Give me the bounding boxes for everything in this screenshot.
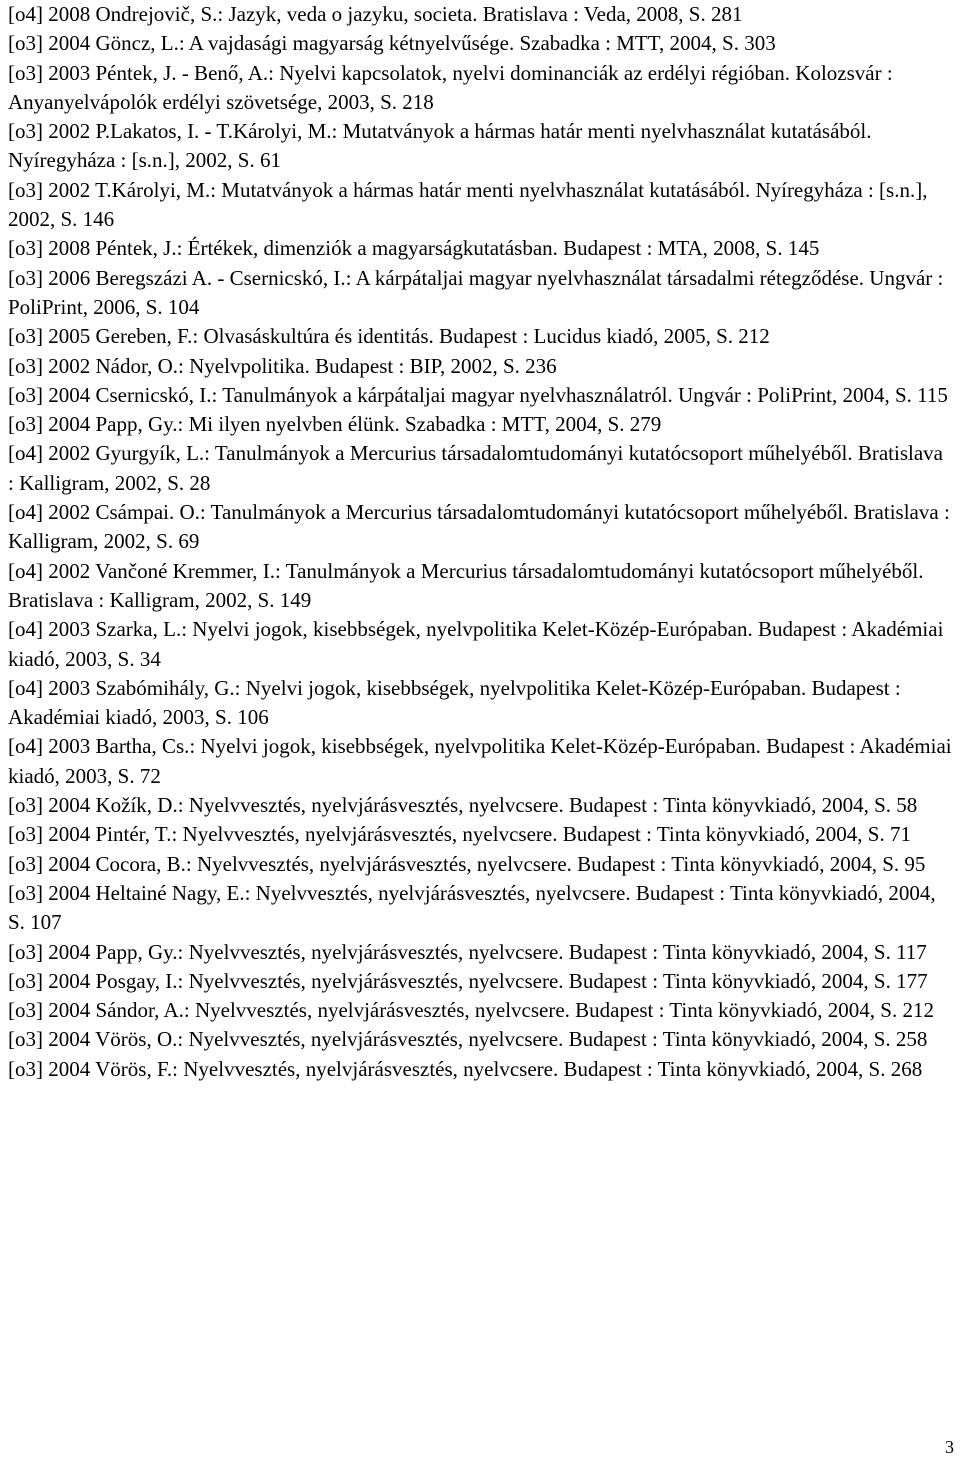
reference-entry: [o3] 2004 Pintér, T.: Nyelvvesztés, nyelvjárásvesztés, nyelvcsere. Budapest : Tinta könyvkiadó, 2004, S. 71: [8, 822, 911, 847]
reference-entry: [o3] 2008 Péntek, J.: Értékek, dimenziók a magyarságkutatásban. Budapest : MTA, 2008, S. 145: [8, 236, 820, 261]
reference-entry: [o3] 2004 Csernicskó, I.: Tanulmányok a kárpátaljai magyar nyelvhasználatról. Ungvár : PoliPrint, 2004, S. 115: [8, 382, 948, 407]
document-page: [8, 0, 953, 1084]
reference-entry: [o3] 2004 Vörös, O.: Nyelvvesztés, nyelvjárásvesztés, nyelvcsere. Budapest : Tinta könyvkiadó, 2004, S. 258: [8, 1027, 928, 1052]
reference-entry: [o3] 2005 Gereben, F.: Olvasáskultúra és identitás. Budapest : Lucidus kiadó, 2005, S. 212: [8, 324, 770, 349]
reference-entry: [o4] 2002 Vančoné Kremmer, I.: Tanulmányok a Mercurius társadalomtudományi kutatócsoport műhelyéből. Bratislava : Kalligram, 2002, S. 149: [8, 558, 924, 612]
reference-entry: [o3] 2004 Sándor, A.: Nyelvvesztés, nyelvjárásvesztés, nyelvcsere. Budapest : Tinta könyvkiadó, 2004, S. 212: [8, 998, 934, 1023]
reference-entry: [o4] 2003 Szabómihály, G.: Nyelvi jogok, kisebbségek, nyelvpolitika Kelet-Közép-Európaban. Budapest : Akadémiai kiadó, 2003, S. 106: [8, 675, 901, 730]
reference-entry: [o4] 2003 Szarka, L.: Nyelvi jogok, kisebbségek, nyelvpolitika Kelet-Közép-Európaban. Budapest : Akadémiai kiadó, 2003, S. 34: [8, 617, 944, 671]
reference-entry: [o3] 2002 Nádor, O.: Nyelvpolitika. Budapest : BIP, 2002, S. 236: [8, 353, 557, 378]
reference-entry: [o3] 2004 Vörös, F.: Nyelvvesztés, nyelvjárásvesztés, nyelvcsere. Budapest : Tinta könyvkiadó, 2004, S. 268: [8, 1056, 923, 1081]
reference-entry: [o3] 2004 Cocora, B.: Nyelvvesztés, nyelvjárásvesztés, nyelvcsere. Budapest : Tinta könyvkiadó, 2004, S. 95: [8, 851, 926, 876]
reference-entry: [o4] 2008 Ondrejovič, S.: Jazyk, veda o jazyku, societa. Bratislava : Veda, 2008, S. 281: [8, 2, 743, 26]
reference-entry: [o3] 2004 Göncz, L.: A vajdasági magyarság kétnyelvűsége. Szabadka : MTT, 2004, S. 303: [8, 31, 776, 56]
reference-entry: [o4] 2002 Csámpai. O.: Tanulmányok a Mercurius társadalomtudományi kutatócsoport műhelyéből. Bratislava : Kalligram, 2002, S. 69: [8, 500, 950, 554]
reference-entry: [o3] 2004 Heltainé Nagy, E.: Nyelvvesztés, nyelvjárásvesztés, nyelvcsere. Budapest : Tinta könyvkiadó, 2004, S. 107: [8, 880, 936, 935]
reference-entry: [o3] 2003 Péntek, J. - Benő, A.: Nyelvi kapcsolatok, nyelvi dominanciák az erdélyi régióban. Kolozsvár : Anyanyelvápolók erdélyi szövetsége, 2003, S. 218: [8, 60, 893, 114]
reference-entry: [o3] 2006 Beregszázi A. - Csernicskó, I.: A kárpátaljai magyar nyelvhasználat társadalmi rétegződése. Ungvár : PoliPrint, 2006, S. 104: [8, 265, 944, 319]
reference-list: [8, 0, 953, 1084]
reference-entry: [o3] 2004 Papp, Gy.: Nyelvvesztés, nyelvjárásvesztés, nyelvcsere. Budapest : Tinta könyvkiadó, 2004, S. 117: [8, 939, 927, 964]
reference-entry: [o4] 2003 Bartha, Cs.: Nyelvi jogok, kisebbségek, nyelvpolitika Kelet-Közép-Európaban. Budapest : Akadémiai kiadó, 2003, S. 72: [8, 734, 952, 788]
reference-entry: [o4] 2002 Gyurgyík, L.: Tanulmányok a Mercurius társadalomtudományi kutatócsoport műhelyéből. Bratislava : Kalligram, 2002, S. 28: [8, 441, 943, 495]
reference-entry: [o3] 2002 T.Károlyi, M.: Mutatványok a hármas határ menti nyelvhasználat kutatásából. Nyíregyháza : [s.n.], 2002, S. 146: [8, 177, 928, 232]
reference-entry: [o3] 2004 Papp, Gy.: Mi ilyen nyelvben élünk. Szabadka : MTT, 2004, S. 279: [8, 412, 662, 437]
reference-entry: [o3] 2004 Kožík, D.: Nyelvvesztés, nyelvjárásvesztés, nyelvcsere. Budapest : Tinta könyvkiadó, 2004, S. 58: [8, 793, 918, 818]
reference-entry: [o3] 2004 Posgay, I.: Nyelvvesztés, nyelvjárásvesztés, nyelvcsere. Budapest : Tinta könyvkiadó, 2004, S. 177: [8, 968, 928, 993]
page-number: 3: [945, 1437, 954, 1457]
reference-entry: [o3] 2002 P.Lakatos, I. - T.Károlyi, M.: Mutatványok a hármas határ menti nyelvhasználat kutatásából. Nyíregyháza : [s.n.], 2002, S. 61: [8, 119, 872, 173]
